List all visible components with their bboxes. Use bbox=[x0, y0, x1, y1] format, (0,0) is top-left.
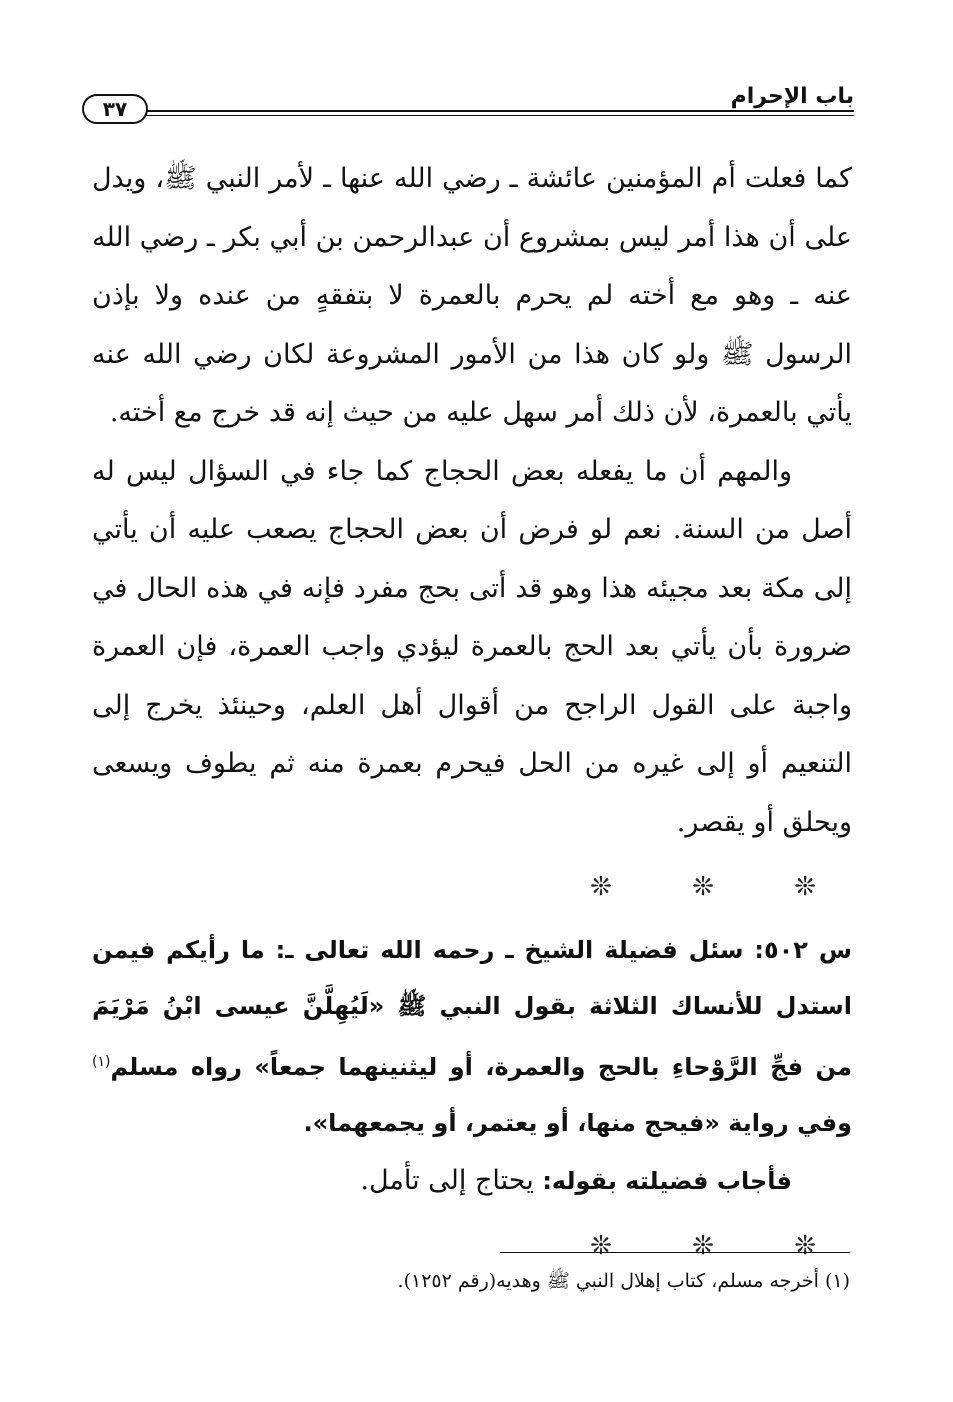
footnote-rule bbox=[500, 1252, 850, 1253]
question-text: س ٥٠٢: سئل فضيلة الشيخ ـ رحمه الله تعالى ـ: ما رأيكم فيمن استدل للأنساك الثلاثة بقول النبي ﷺ «لَيُهِلَّنَّ عيسى ابْنُ مَرْيَمَ من فجِّ الرَّوْحاءِ بالحج والعمرة، أو ليثنينهما جمعاً» رواه مسلم bbox=[92, 936, 852, 1081]
page-header bbox=[82, 82, 854, 122]
section-separator: ❊ ❊ ❊ bbox=[590, 872, 852, 902]
page-number: ٣٧ bbox=[82, 94, 148, 124]
paragraph-1: كما فعلت أم المؤمنين عائشة ـ رضي الله عنها ـ لأمر النبي ﷺ، ويدل على أن هذا أمر ليس بمشروع أن عبدالرحمن بن أبي بكر ـ رضي الله عنه ـ وهو مع أخته لم يحرم بالعمرة لا بتفقهٍ من عنده ولا بإذن الرسول ﷺ ولو كان هذا من الأمور المشروعة لكان رضي الله عنه يأتي بالعمرة، لأن ذلك أمر سهل عليه من حيث إنه قد خرج مع أخته. bbox=[92, 163, 852, 428]
header-rule bbox=[146, 110, 854, 112]
answer-paragraph bbox=[92, 1151, 852, 1211]
footnote: (١) أخرجه مسلم، كتاب إهلال النبي ﷺ وهديه(رقم ١٢٥٢). bbox=[397, 1270, 850, 1292]
question-paragraph bbox=[92, 922, 852, 1151]
chapter-title: باب الإحرام bbox=[730, 84, 854, 109]
section-separator-2: ❊ ❊ ❊ bbox=[590, 1231, 852, 1261]
answer-lead: فأجاب فضيلته بقوله: bbox=[542, 1167, 792, 1195]
header-rule-thin bbox=[146, 115, 854, 116]
footnote-reference: (١) bbox=[92, 1054, 111, 1070]
paragraph-2: والمهم أن ما يفعله بعض الحجاج كما جاء في السؤال ليس له أصل من السنة. نعم لو فرض أن بعض الحجاج يصعب عليه أن يأتي إلى مكة بعد مجيئه هذا وهو قد أتى بحج مفرد فإنه في هذه الحال في ضرورة بأن يأتي بعد الحج بالعمرة ليؤدي واجب العمرة، فإن العمرة واجبة على القول الراجح من أقوال أهل العلم، وحينئذ يخرج إلى التنعيم أو إلى غيره من الحل فيحرم بعمرة منه ثم يطوف ويسعى ويحلق أو يقصر. bbox=[92, 455, 852, 838]
question-tail: وفي رواية «فيحج منها، أو يعتمر، أو يجمعهما». bbox=[303, 1109, 852, 1137]
page-body bbox=[92, 150, 852, 1281]
answer-text: يحتاج إلى تأمل. bbox=[360, 1165, 543, 1196]
